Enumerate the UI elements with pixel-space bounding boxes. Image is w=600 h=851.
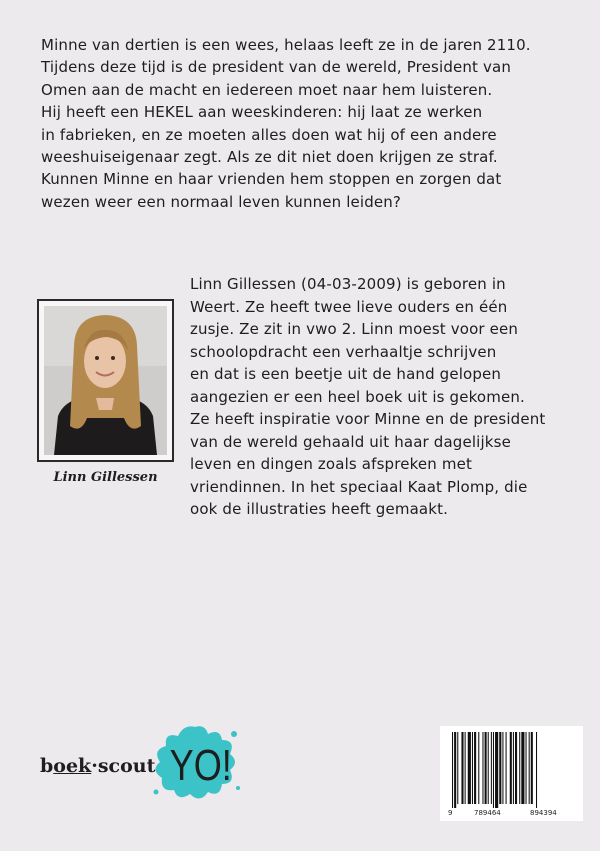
barcode-bar [536,732,537,808]
barcode-bar [491,732,492,804]
isbn-first-digit: 9 [448,809,453,817]
bio-line: Ze heeft inspiratie voor Minne en de president [190,410,546,428]
logo-oek: oek [53,755,92,777]
blurb-line: wezen weer een normaal leven kunnen leiden? [41,192,402,211]
barcode-bar [531,732,533,804]
barcode-bar [529,732,530,804]
bio-line: leven en dingen zoals afspreken met [190,455,472,473]
author-portrait-image [44,306,167,455]
barcode-bar [465,732,466,804]
blurb-line: Kunnen Minne en haar vrienden hem stoppen en zorgen dat [41,170,502,189]
publisher-logo [40,722,240,802]
barcode-bar [513,732,514,804]
logo-scout: ·scout [91,755,156,777]
bio-line: aangezien er een heel boek uit is gekomen. [190,387,525,406]
barcode-bar [495,732,498,808]
publisher-name [40,755,155,777]
barcode-bar [485,732,487,804]
bio-line: schoolopdracht een verhaaltje schrijven [190,342,497,361]
barcode-bar [468,732,471,804]
barcode-bar [478,732,479,804]
barcode-bar [515,732,517,804]
barcode-bar [482,732,483,804]
isbn-group-1: 789464 [474,809,501,817]
bio-line: Weert. Ze heeft twee lieve ouders en één [190,297,508,316]
barcode-bar [454,732,456,808]
author-photo-frame [37,299,174,462]
author-photo-caption: Linn Gillessen [53,470,158,485]
logo-yo-mark [168,736,238,792]
barcode-bars [440,726,583,808]
isbn-barcode [440,726,583,821]
blurb-line: Omen aan de macht en iedereen moet naar hem luisteren. [41,80,493,99]
bio-line: Linn Gillessen (04-03-2009) is geboren in [190,275,506,293]
barcode-bar [502,732,503,804]
isbn-group-2: 894394 [530,809,557,817]
barcode-bar [474,732,476,804]
bio-line: van de wereld gehaald uit haar dagelijkse [190,432,511,451]
author-photo [44,306,167,455]
barcode-bar [457,732,458,804]
barcode-bar [461,732,463,804]
book-blurb [41,34,581,213]
barcode-bar [452,732,453,808]
bio-line: en dat is een beetje uit de hand gelopen [190,365,502,383]
bio-line: ook de illustraties heeft gemaakt. [190,500,449,518]
barcode-bar [526,732,527,804]
logo-yo-text: YO! [169,740,232,790]
logo-letter-b: b [40,755,54,777]
blurb-line: weeshuiseigenaar zegt. Als ze dit niet doen krijgen ze straf. [41,148,498,167]
barcode-bar [488,732,489,804]
blurb-line: Hij heeft een HEKEL aan weeskinderen: hij laat ze werken [41,103,483,122]
barcode-bar [519,732,520,804]
author-bio [190,273,590,521]
barcode-bar [506,732,507,804]
bio-line: zusje. Ze zit in vwo 2. Linn moest voor een [190,320,519,338]
barcode-bar [472,732,473,804]
barcode-bar [510,732,512,804]
barcode-bar [499,732,501,804]
blurb-line: Tijdens deze tijd is de president van de wereld, President van [41,58,512,77]
bio-line: vriendinnen. In het speciaal Kaat Plomp, die [190,477,528,496]
barcode-bar [493,732,494,808]
barcode-bar [521,732,524,804]
blurb-line: in fabrieken, en ze moeten alles doen wat hij of een andere [41,125,497,144]
blurb-line: Minne van dertien is een wees, helaas leeft ze in de jaren 2110. [41,36,531,54]
